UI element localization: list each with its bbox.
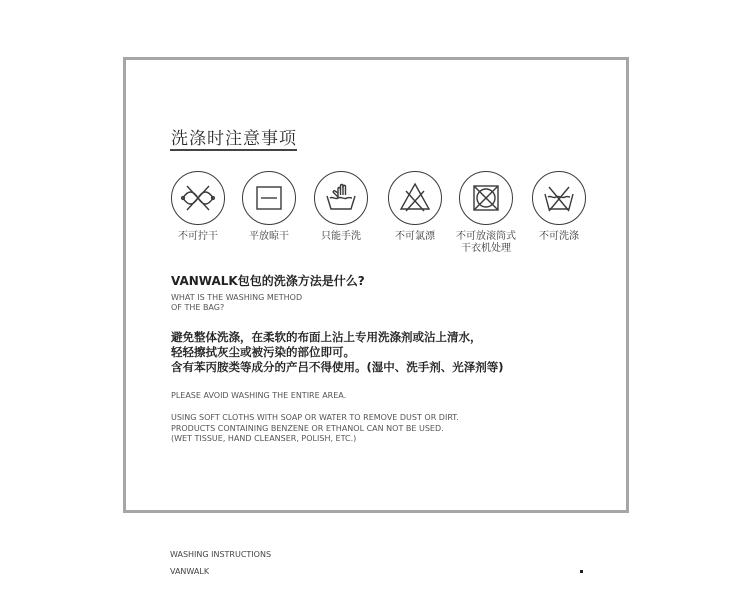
washing-method-question: VANWALK包包的洗涤方法是什么? [171,274,365,288]
instructions-en-line2: PRODUCTS CONTAINING BENZENE OR ETHANOL CAN NOT BE USED. [171,423,444,433]
no-wring-icon [171,171,225,225]
instructions-cn [171,330,611,375]
question-en-line1: WHAT IS THE WASHING METHOD [171,293,303,302]
instructions-cn-line1: 避免整体洗涤，在柔软的布面上沾上专用洗涤剂或沾上清水， [171,330,482,344]
footer-brand: VANWALK [170,567,210,576]
instructions-en-line1: USING SOFT CLOTHS WITH SOAP OR WATER TO REMOVE DUST OR DIRT. [171,413,459,422]
no-bleach-label: 不可氯漂 [395,231,435,242]
care-item-no-wash [514,171,604,243]
instructions-cn-line2: 轻轻擦拭灰尘或被污染的部位即可。 [171,345,355,359]
title-underline [170,149,297,151]
no-tumble-dry-label-line1: 不可放滚筒式 [456,231,516,242]
no-bleach-icon [388,171,442,225]
no-wash-icon [532,171,586,225]
no-wring-label: 不可拧干 [178,231,218,242]
care-icons-row [126,171,626,271]
hand-wash-icon [314,171,368,225]
washing-method-question-en [171,293,331,313]
no-wash-label: 不可洗涤 [539,231,579,242]
question-en-line2: OF THE BAG? [171,303,225,312]
dry-flat-icon [242,171,296,225]
no-tumble-dry-label-line2: 干衣机处理 [461,243,511,254]
no-tumble-dry-icon [459,171,513,225]
instructions-en-line3: (WET TISSUE, HAND CLEANSER, POLISH, ETC.) [171,434,357,443]
footer-title: WASHING INSTRUCTIONS [170,550,272,559]
instructions-en [171,413,531,445]
instructions-cn-line3: 含有苯丙胺类等成分的产吕不得使用。(湿中、洗手剂、光泽剂等) [171,360,504,374]
hand-wash-label: 只能手洗 [321,231,361,242]
instructions-en-avoid: PLEASE AVOID WASHING THE ENTIRE AREA. [171,391,347,400]
footer-dot [580,570,583,573]
page-title: 洗涤时注意事项 [171,129,297,149]
washing-instructions-card [123,57,629,513]
dry-flat-label: 平放晾干 [249,231,289,242]
